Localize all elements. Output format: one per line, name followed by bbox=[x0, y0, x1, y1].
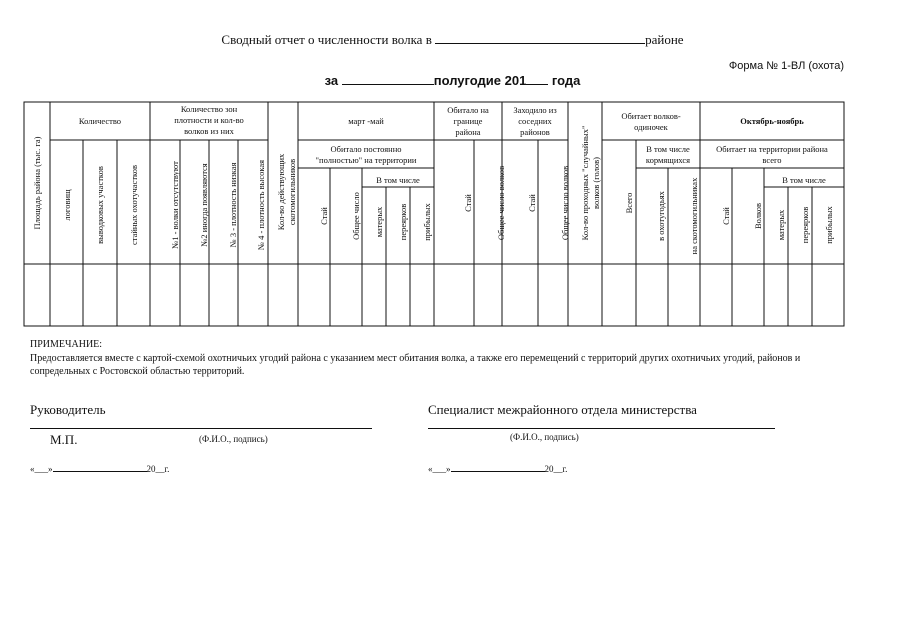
title-prefix: Сводный отчет о численности волка в bbox=[221, 32, 432, 47]
hdr-packs-2: Стай bbox=[463, 194, 473, 212]
hdr-pups-2: прибылых bbox=[824, 206, 834, 244]
hdr-packs-3: Стай bbox=[527, 194, 537, 212]
hdr-in-lands: в охотугодьях bbox=[656, 191, 666, 241]
hdr-packs-4: Стай bbox=[721, 207, 731, 225]
hdr-territory-1: Обитает на территории района bbox=[716, 144, 828, 154]
specialist-date-month-blank bbox=[451, 462, 545, 472]
hdr-hunters-2: скотомогильников bbox=[287, 158, 297, 226]
stamp-label: М.П. bbox=[50, 432, 78, 447]
hdr-came-3: районов bbox=[520, 127, 550, 137]
hdr-transit-1: Кол-во проходных "случайных" bbox=[580, 125, 590, 241]
hdr-yearlings-2: переярков bbox=[800, 206, 810, 244]
head-fio-caption: (Ф.И.О., подпись) bbox=[199, 434, 268, 444]
hdr-total-count-1: Общее число bbox=[351, 192, 361, 240]
specialist-signature-line[interactable] bbox=[428, 428, 775, 429]
hdr-lived-1: Обитало постоянно bbox=[330, 144, 402, 154]
subtitle-prefix: за bbox=[324, 73, 339, 88]
subtitle-suffix: года bbox=[551, 73, 581, 88]
note-heading: ПРИМЕЧАНИЕ: bbox=[30, 339, 103, 350]
head-date-month-blank bbox=[53, 462, 147, 472]
specialist-fio-caption: (Ф.И.О., подпись) bbox=[510, 432, 579, 442]
hdr-all: Всего bbox=[624, 192, 634, 214]
hdr-march-may: март -май bbox=[348, 116, 384, 126]
head-label: Руководитель bbox=[30, 402, 106, 417]
head-date-year: 20__г. bbox=[146, 464, 170, 474]
hdr-pups-1: прибылых bbox=[422, 203, 432, 241]
hdr-density-2: плотности и кол-во bbox=[174, 115, 244, 125]
head-date-day: «___» bbox=[30, 464, 53, 474]
hdr-solitary-1: Обитает волков- bbox=[621, 111, 681, 121]
hdr-lived-2: "полностью" на территории bbox=[315, 155, 417, 165]
hdr-including-1: В том числе bbox=[376, 175, 420, 185]
hdr-feeding-1: В том числе bbox=[646, 144, 690, 154]
form-number: Форма № 1-ВЛ (охота) bbox=[728, 60, 844, 72]
hdr-feeding-2: кормящихся bbox=[645, 155, 691, 165]
hdr-stable-broods: стайных охотучастков bbox=[129, 165, 139, 245]
hdr-came-1: Заходило из bbox=[513, 105, 557, 115]
note-text: Предоставляется вместе с картой-схемой охотничьих угодий района с указанием мест обитания волка, а также его перемещений с территорий других охотничьих угодий, районов и сопредельных с Ростовской областью территорий. bbox=[30, 353, 801, 377]
hdr-border-1: Обитало на bbox=[447, 105, 489, 115]
hdr-total-wolves-1: Общее число волков bbox=[496, 165, 506, 241]
hdr-transit-2: волков (голов) bbox=[591, 156, 601, 210]
hdr-density-1: Количество зон bbox=[180, 104, 238, 114]
hdr-oct-nov: Октябрь-ноябрь bbox=[740, 116, 804, 126]
hdr-mothers-1: матерых bbox=[374, 206, 384, 238]
head-date[interactable] bbox=[30, 462, 169, 474]
hdr-quantity: Количество bbox=[78, 116, 122, 126]
hdr-total-wolves-2: Общее число волков bbox=[560, 165, 570, 241]
hdr-zone1: №1 - волки отсутствуют bbox=[170, 161, 180, 249]
hdr-lairs: логовищ bbox=[62, 189, 72, 221]
hdr-hunters-1: Кол-во действующих bbox=[276, 153, 286, 231]
hdr-including-2: В том числе bbox=[782, 175, 826, 185]
hdr-wolves: Волков bbox=[753, 202, 763, 230]
hdr-solitary-2: одиночек bbox=[634, 122, 668, 132]
hdr-at-dumps: на скотомогильниках bbox=[689, 177, 699, 255]
hdr-zone3: № 3 - плотность низкая bbox=[228, 162, 238, 248]
hdr-zone4: № 4 - плотность высокая bbox=[256, 159, 266, 251]
head-signature-line[interactable] bbox=[30, 428, 372, 429]
hdr-yearlings-1: переярков bbox=[398, 203, 408, 241]
hdr-zone2: №2 иногда появляются bbox=[199, 163, 209, 247]
hdr-area: Площадь района (тыс. га) bbox=[32, 136, 42, 230]
hdr-broods: выводковых участков bbox=[95, 166, 105, 244]
specialist-label: Специалист межрайонного отдела министерства bbox=[428, 402, 697, 417]
specialist-date-day: «___» bbox=[428, 464, 451, 474]
hdr-density-3: волков из них bbox=[184, 126, 234, 136]
hdr-territory-2: всего bbox=[762, 155, 782, 165]
hdr-border-2: границе bbox=[453, 116, 483, 126]
subtitle-mid: полугодие 201 bbox=[433, 73, 527, 88]
hdr-mothers-2: матерых bbox=[776, 209, 786, 241]
hdr-came-2: соседних bbox=[518, 116, 552, 126]
specialist-date-year: 20__г. bbox=[544, 464, 568, 474]
title-suffix: районе bbox=[645, 32, 684, 47]
hdr-border-3: района bbox=[455, 127, 481, 137]
specialist-date[interactable] bbox=[428, 462, 567, 474]
hdr-packs-1: Стай bbox=[319, 207, 329, 225]
